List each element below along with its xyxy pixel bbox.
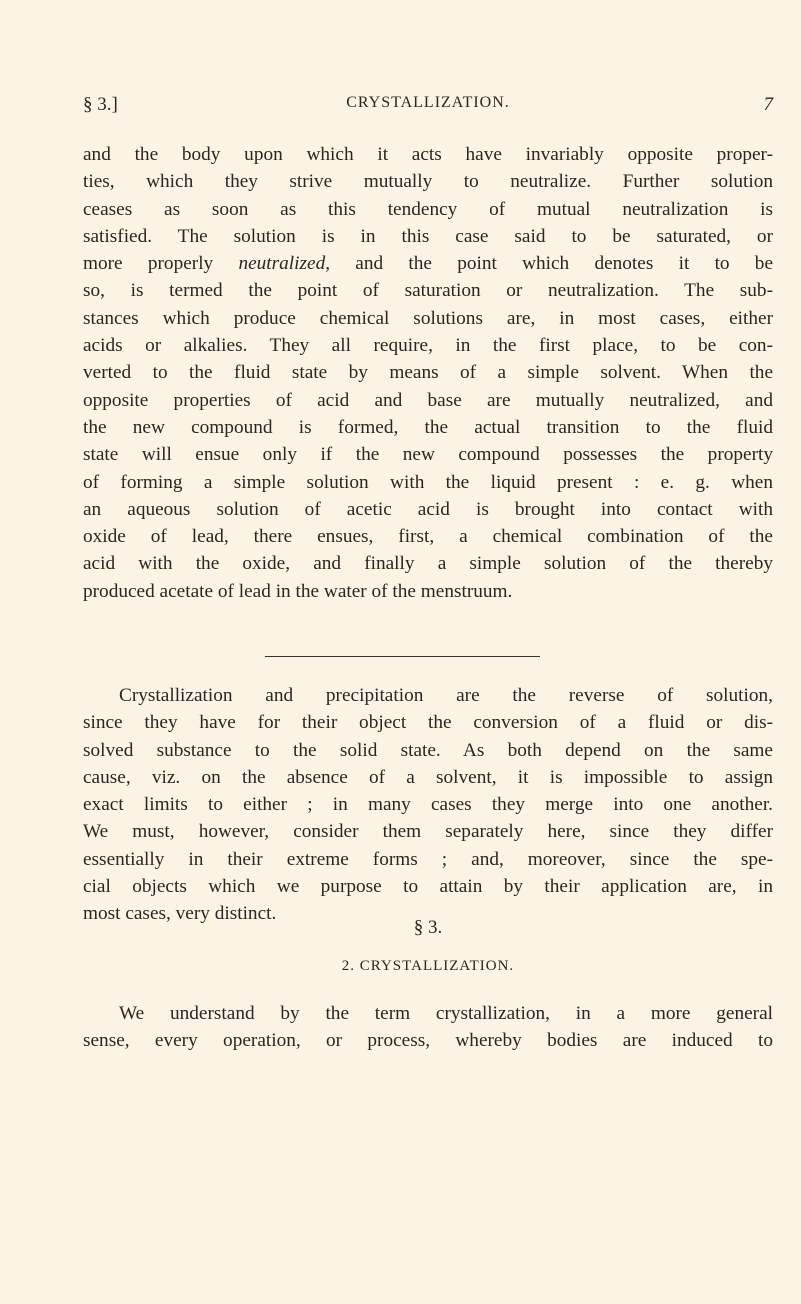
paragraph-3 (83, 1000, 773, 1055)
section-mark: § 3. (413, 917, 443, 938)
text-line: produced acetate of lead in the water of the menstruum. (83, 580, 513, 602)
text-line: cial objects which we purpose to attain by their application are, in (83, 876, 773, 898)
italic-term: neutralized (238, 253, 326, 275)
text-line: oxide of lead, there ensues, first, a chemical combination of the (83, 526, 773, 548)
section-heading: 2. CRYSTALLIZATION. (341, 958, 515, 974)
text-line: satisfied. The solution is in this case said to be saturated, or (83, 225, 773, 247)
text-line: most cases, very distinct. (83, 903, 277, 925)
text-line: an aqueous solution of acetic acid is brought into contact with (83, 498, 773, 520)
text-line: and the body upon which it acts have invariably opposite proper- (83, 144, 773, 165)
text-line: acids or alkalies. They all require, in the first place, to be con- (83, 335, 773, 357)
header-title: CRYSTALLIZATION. (346, 94, 510, 111)
text-line: Crystallization and precipitation are the reverse of solution, (119, 685, 773, 706)
text-line: state will ensue only if the new compound possesses the property (83, 444, 773, 466)
text-line: We understand by the term crystallization, in a more general (119, 1003, 773, 1024)
text-line: so, is termed the point of saturation or neutralization. The sub- (83, 280, 773, 302)
text-line: cause, viz. on the absence of a solvent, it is impossible to assign (83, 766, 773, 788)
page-number: 7 (763, 94, 773, 115)
text-fragment: more properly (83, 253, 239, 275)
text-line: essentially in their extreme forms ; and, moreover, since the spe- (83, 848, 773, 870)
text-line: of forming a simple solution with the liquid present : e. g. when (83, 471, 773, 493)
text-line: sense, every operation, or process, whereby bodies are induced to (83, 1030, 773, 1052)
text-line: since they have for their object the conversion of a fluid or dis- (83, 712, 773, 734)
text-line: acid with the oxide, and finally a simple solution of the thereby (83, 553, 773, 575)
text-line: the new compound is formed, the actual transition to the fluid (83, 416, 773, 438)
text-line: verted to the fluid state by means of a simple solvent. When the (83, 362, 773, 384)
text-line: opposite properties of acid and base are mutually neutralized, and (83, 389, 773, 411)
text-fragment: , and the point which denotes it to be (325, 253, 774, 275)
text-line: We must, however, consider them separately here, since they differ (83, 821, 773, 843)
running-header (83, 94, 773, 122)
text-line: ceases as soon as this tendency of mutual neutralization is (83, 198, 773, 220)
text-line: stances which produce chemical solutions are, in most cases, either (83, 307, 773, 329)
text-line (83, 250, 773, 277)
text-line: exact limits to either ; in many cases they merge into one another. (83, 794, 773, 816)
text-line: solved substance to the solid state. As both depend on the same (83, 739, 773, 761)
paragraph-2 (83, 682, 773, 928)
divider-rule (265, 656, 540, 657)
header-section: § 3.] (83, 94, 118, 115)
paragraph-1 (83, 141, 773, 605)
text-line: ties, which they strive mutually to neutralize. Further solution (83, 171, 773, 193)
